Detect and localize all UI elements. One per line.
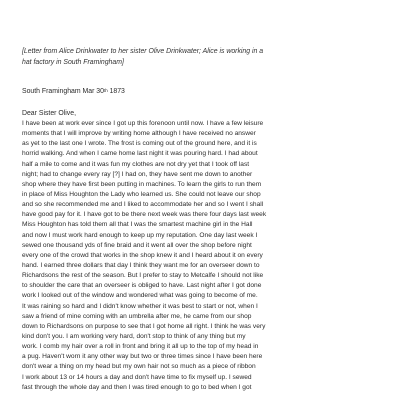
letter-line: horrid walking. And when I came home last night it was pouring hard. I had about xyxy=(22,150,258,158)
letter-line: shop where they have first been putting in machines. To learn the girls to run them xyxy=(22,180,262,188)
letter-line: work. I comb my hair over a roll in front and bring it all up to the top of my head in xyxy=(22,343,259,351)
letter-line: to shoulder the care that an overseer is obliged to have. Last night after I got done xyxy=(22,282,262,290)
letter-line: as yet to the last one I wrote. The frost is coming out of the ground here, and it is xyxy=(22,140,257,148)
letter-date-prefix: South Framingham Mar 30 xyxy=(22,88,104,95)
letter-line: down to Richardsons on purpose to see that I got home all right. I think he was very xyxy=(22,322,266,330)
letter-line: Miss Houghton has told them all that I was the smartest machine girl in the Hall xyxy=(22,221,253,229)
letter-line: I have been at work ever since I got up this forenoon until now. I have a few leisure xyxy=(22,120,264,127)
letter-line: have good pay for it. I have got to be there next week was there four days last week xyxy=(22,211,267,219)
letter-line: every one of the crowd that works in the shop knew it and I heard about it on every xyxy=(22,251,263,259)
letter-line: and so she recommended me and I liked to accommodate her and so I went I shall xyxy=(22,201,264,209)
letter-line: a pug. Haven't worn it any other way but two or three times since I have been here xyxy=(22,353,263,361)
letter-salutation: Dear Sister Olive, xyxy=(22,110,76,117)
editorial-header-line: hat factory in South Framingham] xyxy=(22,59,124,66)
letter-line: half a mile to come and it was fun my clothes are not dry yet that I took off last xyxy=(22,160,250,168)
letter-line: Richardsons the rest of the season. But I prefer to stay to Metcalfe I should not like xyxy=(22,272,264,280)
letter-line: don't wear a thing on my head but my own hair not so much as a piece of ribbon xyxy=(22,363,256,371)
letter-line: saw a friend of mine coming with an umbrella after me, he came from our shop xyxy=(22,312,252,320)
letter-date xyxy=(22,87,125,97)
letter-line: It was raining so hard and I didn't know whether it was best to start or not, when I xyxy=(22,302,258,310)
letter-line: and now I must work hard enough to keep up my reputation. One day last week I xyxy=(22,231,258,239)
letter-line: work I looked out of the window and wondered what was going to become of me. xyxy=(22,292,258,300)
letter-line: sewed one thousand yds of fine braid and it went all over the shop before night xyxy=(22,241,252,249)
letter-line: I work about 13 or 14 hours a day and don't have time to fix myself up. I sewed xyxy=(22,373,252,381)
letter-body xyxy=(22,119,382,393)
letter-date-year: 1873 xyxy=(107,88,125,95)
letter-line: kind don't you. I am working very hard, don't stop to think of any thing but my xyxy=(22,332,246,340)
letter-line: fast through the whole day and then I was tired enough to go to bed when I got xyxy=(22,383,252,391)
editorial-header-line: [Letter from Alice Drinkwater to her sister Olive Drinkwater; Alice is working in a xyxy=(22,48,264,55)
letter-date-ordinal: th xyxy=(103,88,108,93)
letter-line: hand. I earned three dollars that day I think they want me for an overseer down to xyxy=(22,261,260,269)
letter-line: night; had to change every ray [?] I had on, they have sent me down to another xyxy=(22,170,253,178)
letter-line: moments that I will improve by writing home although I have received no answer xyxy=(22,130,256,138)
letter-line: in place of Miss Houghton the Lady who learned us. She could not leave our shop xyxy=(22,190,261,198)
editorial-header xyxy=(22,46,382,68)
